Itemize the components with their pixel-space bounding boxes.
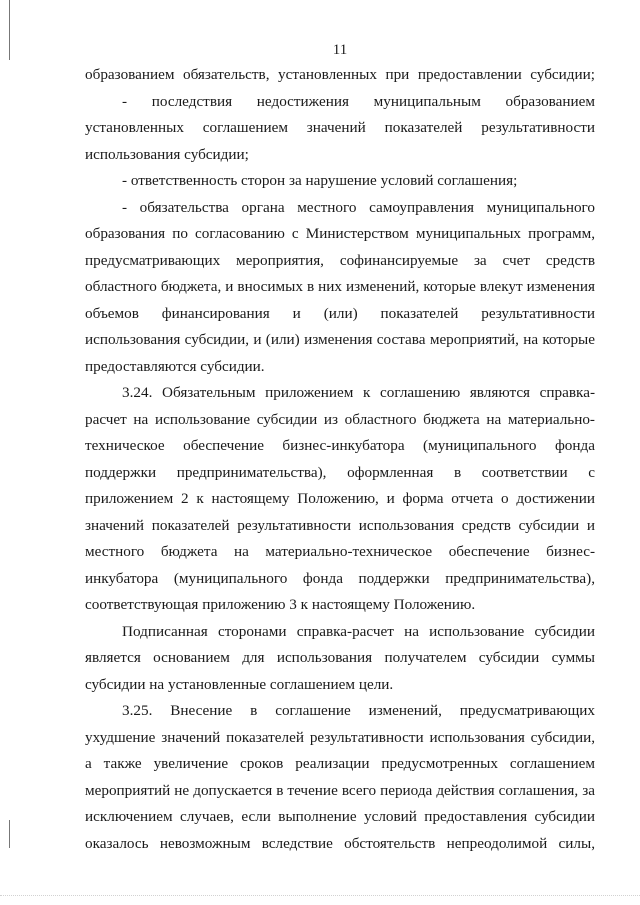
text-line: ухудшение значений показателей результативности использования субсидии, <box>85 728 595 746</box>
text-line: 3.25. Внесение в соглашение изменений, предусматривающих <box>122 702 595 719</box>
text-line: соответствующая приложению 3 к настоящему Положению. <box>85 596 476 613</box>
text-line: объемов финансирования и (или) показателей результативности <box>85 304 595 322</box>
text-line: областного бюджета, и вносимых в них изменений, которые влекут изменения <box>85 278 595 295</box>
text-line: предусматривающих мероприятия, софинансируемые за счет средств <box>85 251 595 269</box>
text-line: - обязательства органа местного самоуправления муниципального <box>122 198 595 216</box>
text-line: приложением 2 к настоящему Положению, и форма отчета о достижении <box>85 490 595 507</box>
text-line: Подписанная сторонами справка-расчет на использование субсидии <box>122 622 595 640</box>
text-line: образования по согласованию с Министерством муниципальных программ, <box>85 225 595 242</box>
text-line: инкубатора (муниципального фонда поддержки предпринимательства), <box>85 569 595 587</box>
scan-edge-mark <box>9 820 10 848</box>
document-body <box>85 62 595 857</box>
text-line: - ответственность сторон за нарушение условий соглашения; <box>122 172 518 189</box>
page-number: 11 <box>332 42 348 58</box>
text-line: а также увеличение сроков реализации предусмотренных соглашением <box>85 755 595 772</box>
text-line: техническое обеспечение бизнес-инкубатора (муниципального фонда <box>85 437 595 454</box>
text-line: расчет на использование субсидии из областного бюджета на материально- <box>85 410 595 428</box>
text-line: - последствия недостижения муниципальным образованием <box>122 92 595 110</box>
text-line: образованием обязательств, установленных при предоставлении субсидии; <box>85 66 595 83</box>
text-line: использования субсидии, и (или) изменения состава мероприятий, на которые <box>85 331 595 348</box>
text-line: исключением случаев, если выполнение условий предоставления субсидии <box>85 808 595 825</box>
text-line: мероприятий не допускается в течение всего периода действия соглашения, за <box>85 781 595 799</box>
text-line: 3.24. Обязательным приложением к соглашению являются справка- <box>122 384 595 401</box>
text-line: значений показателей результативности использования средств субсидии и <box>85 516 595 534</box>
text-line: местного бюджета на материально-техническое обеспечение бизнес- <box>85 543 595 560</box>
text-line: оказалось невозможным вследствие обстоятельств непреодолимой силы, <box>85 834 595 852</box>
text-line: установленных соглашением значений показателей результативности <box>85 119 595 136</box>
text-line: поддержки предпринимательства), оформленная в соответствии с <box>85 463 595 481</box>
text-line: является основанием для использования получателем субсидии суммы <box>85 649 595 666</box>
scan-bottom-noise <box>0 895 640 899</box>
text-line: субсидии на установленные соглашением цели. <box>85 675 394 693</box>
text-line: предоставляются субсидии. <box>85 357 265 375</box>
text-line: использования субсидии; <box>85 145 249 163</box>
